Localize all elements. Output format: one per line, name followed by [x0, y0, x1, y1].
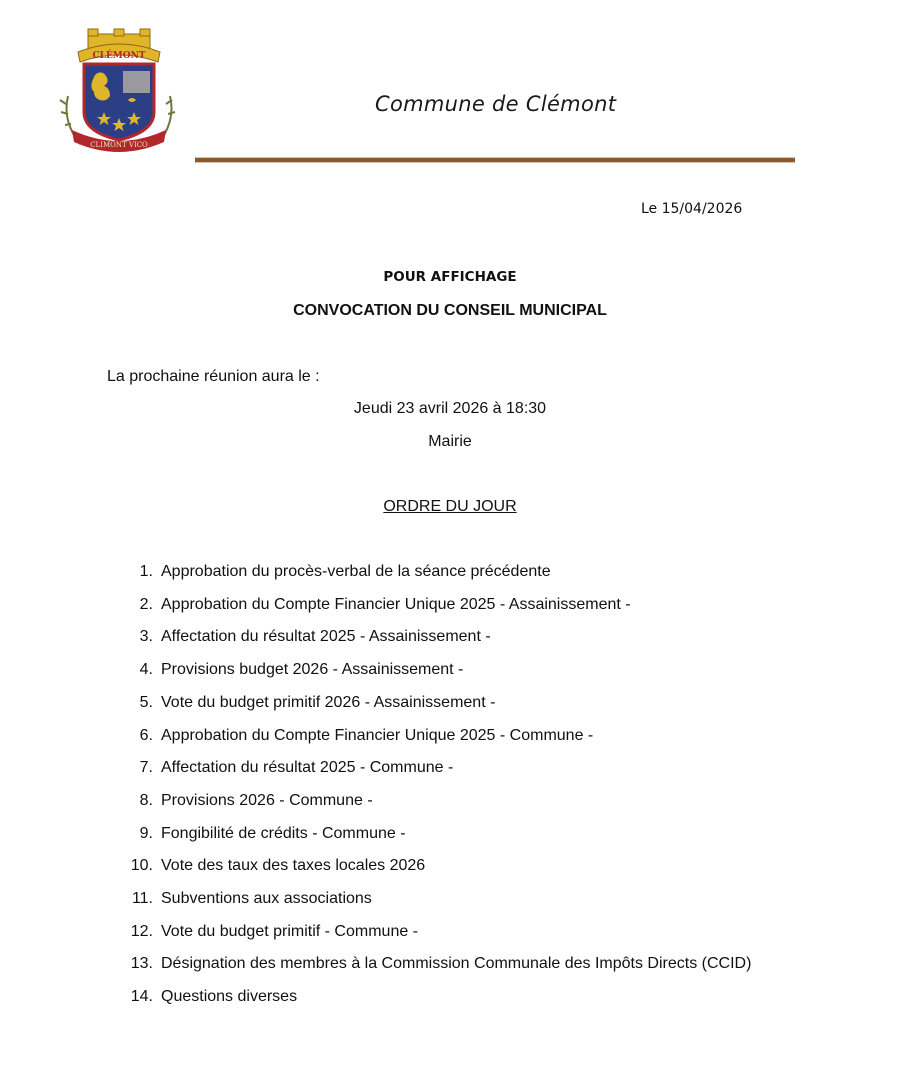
- agenda-item-text: Approbation du Compte Financier Unique 2025 - Assainissement -: [161, 595, 631, 613]
- document-date: Le 15/04/2026: [641, 201, 743, 217]
- agenda-item-text: Questions diverses: [161, 988, 298, 1006]
- agenda-item-text: Affectation du résultat 2025 - Commune -: [161, 759, 454, 777]
- agenda-item-text: Désignation des membres à la Commission Communale des Impôts Directs (CCID): [161, 955, 752, 973]
- agenda-item-text: Affectation du résultat 2025 - Assainissement -: [161, 628, 491, 646]
- agenda-item-number: 5.: [139, 693, 153, 711]
- agenda-item-text: Vote du budget primitif 2026 - Assainissement -: [161, 693, 496, 711]
- convocation-heading: CONVOCATION DU CONSEIL MUNICIPAL: [293, 302, 607, 319]
- meeting-place: Mairie: [428, 433, 472, 450]
- agenda-item-number: 2.: [139, 595, 153, 613]
- crest-banner-text: CLÉMONT: [92, 51, 146, 61]
- header-divider: [195, 157, 795, 163]
- agenda-item-text: Vote du budget primitif - Commune -: [161, 922, 419, 940]
- ordre-du-jour-heading: ORDRE DU JOUR: [383, 498, 517, 515]
- agenda-item-number: 3.: [139, 628, 153, 646]
- agenda-item-number: 11.: [131, 890, 153, 907]
- agenda-item-number: 7.: [139, 759, 153, 777]
- commune-crest-logo: [58, 26, 180, 154]
- meeting-intro: La prochaine réunion aura le :: [107, 368, 320, 385]
- agenda-item-text: Provisions 2026 - Commune -: [161, 791, 373, 809]
- agenda-item-text: Approbation du procès-verbal de la séance précédente: [161, 563, 551, 580]
- agenda-item-number: 4.: [139, 661, 153, 679]
- agenda-item-number: 12.: [130, 922, 153, 940]
- agenda-item-number: 13.: [130, 955, 153, 973]
- agenda-item-number: 1.: [139, 563, 153, 580]
- agenda-item-number: 14.: [130, 988, 153, 1006]
- agenda-item-text: Subventions aux associations: [161, 890, 372, 907]
- agenda-item-number: 6.: [139, 726, 153, 744]
- pour-affichage-label: POUR AFFICHAGE: [383, 269, 517, 285]
- agenda-item-text: Fongibilité de crédits - Commune -: [161, 824, 406, 842]
- agenda-item-text: Vote des taux des taxes locales 2026: [161, 857, 426, 875]
- agenda-item-number: 8.: [139, 791, 153, 809]
- crest-motto-text: CLIMONT VICO: [90, 141, 148, 149]
- agenda-item-text: Provisions budget 2026 - Assainissement -: [161, 661, 464, 679]
- agenda-item-number: 9.: [139, 824, 153, 842]
- agenda-item-text: Approbation du Compte Financier Unique 2025 - Commune -: [161, 726, 594, 744]
- meeting-date: Jeudi 23 avril 2026 à 18:30: [353, 400, 547, 417]
- commune-title: Commune de Clémont: [375, 92, 617, 116]
- agenda-item-number: 10.: [130, 857, 153, 875]
